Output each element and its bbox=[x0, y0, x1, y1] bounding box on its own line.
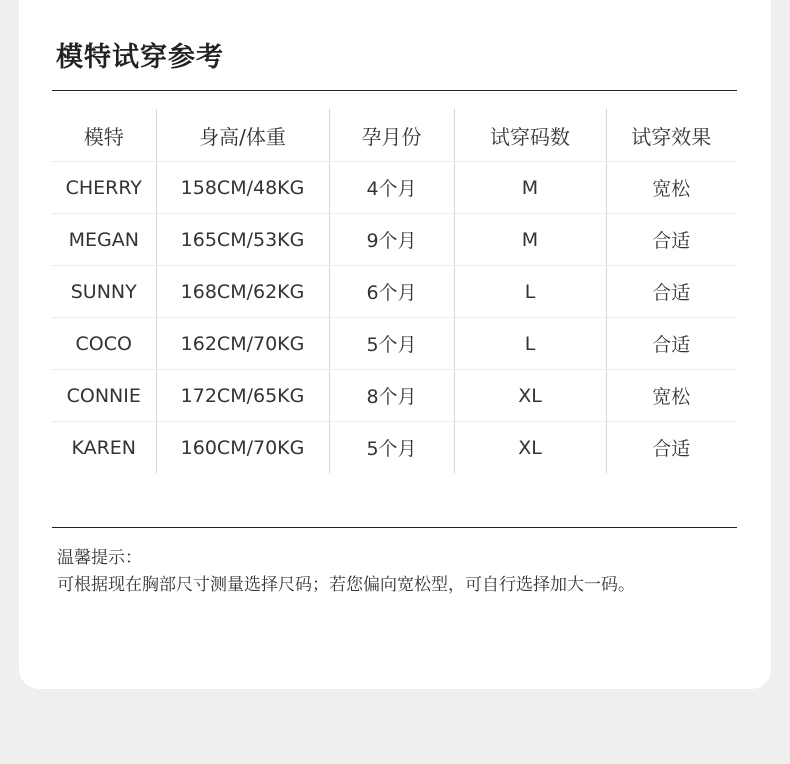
table-row bbox=[52, 422, 736, 474]
cell-height-weight: 158CM/48KG bbox=[156, 162, 329, 214]
cell-pregnancy-month: 4个月 bbox=[329, 162, 454, 214]
cell-model: COCO bbox=[52, 318, 156, 370]
tips-label: 温馨提示： bbox=[57, 548, 142, 568]
title-divider bbox=[52, 90, 737, 91]
cell-fit: 合适 bbox=[606, 214, 736, 266]
fitting-reference-table bbox=[52, 109, 736, 473]
cell-model: SUNNY bbox=[52, 266, 156, 318]
cell-size: XL bbox=[454, 422, 606, 474]
header-fit: 试穿效果 bbox=[606, 109, 736, 162]
cell-fit: 宽松 bbox=[606, 162, 736, 214]
cell-fit: 合适 bbox=[606, 422, 736, 474]
cell-model: CHERRY bbox=[52, 162, 156, 214]
cell-size: L bbox=[454, 318, 606, 370]
header-model: 模特 bbox=[52, 109, 156, 162]
table-header-row bbox=[52, 109, 736, 162]
header-height-weight: 身高/体重 bbox=[156, 109, 329, 162]
cell-height-weight: 160CM/70KG bbox=[156, 422, 329, 474]
cell-model: CONNIE bbox=[52, 370, 156, 422]
cell-height-weight: 162CM/70KG bbox=[156, 318, 329, 370]
cell-fit: 宽松 bbox=[606, 370, 736, 422]
cell-size: M bbox=[454, 214, 606, 266]
tips-text: 可根据现在胸部尺寸测量选择尺码；若您偏向宽松型，可自行选择加大一码。 bbox=[57, 575, 635, 595]
cell-pregnancy-month: 6个月 bbox=[329, 266, 454, 318]
cell-pregnancy-month: 8个月 bbox=[329, 370, 454, 422]
table-row bbox=[52, 266, 736, 318]
cell-size: L bbox=[454, 266, 606, 318]
tips-divider bbox=[52, 527, 737, 528]
cell-height-weight: 172CM/65KG bbox=[156, 370, 329, 422]
cell-pregnancy-month: 5个月 bbox=[329, 422, 454, 474]
header-size: 试穿码数 bbox=[454, 109, 606, 162]
table-row bbox=[52, 370, 736, 422]
header-pregnancy-month: 孕月份 bbox=[329, 109, 454, 162]
cell-size: XL bbox=[454, 370, 606, 422]
tips-block bbox=[57, 545, 635, 599]
cell-fit: 合适 bbox=[606, 266, 736, 318]
cell-height-weight: 168CM/62KG bbox=[156, 266, 329, 318]
page-title: 模特试穿参考 bbox=[56, 42, 224, 73]
table-row bbox=[52, 162, 736, 214]
cell-pregnancy-month: 9个月 bbox=[329, 214, 454, 266]
cell-model: MEGAN bbox=[52, 214, 156, 266]
cell-height-weight: 165CM/53KG bbox=[156, 214, 329, 266]
cell-pregnancy-month: 5个月 bbox=[329, 318, 454, 370]
cell-fit: 合适 bbox=[606, 318, 736, 370]
table-row bbox=[52, 214, 736, 266]
cell-model: KAREN bbox=[71, 436, 137, 459]
table-row bbox=[52, 318, 736, 370]
cell-size: M bbox=[454, 162, 606, 214]
